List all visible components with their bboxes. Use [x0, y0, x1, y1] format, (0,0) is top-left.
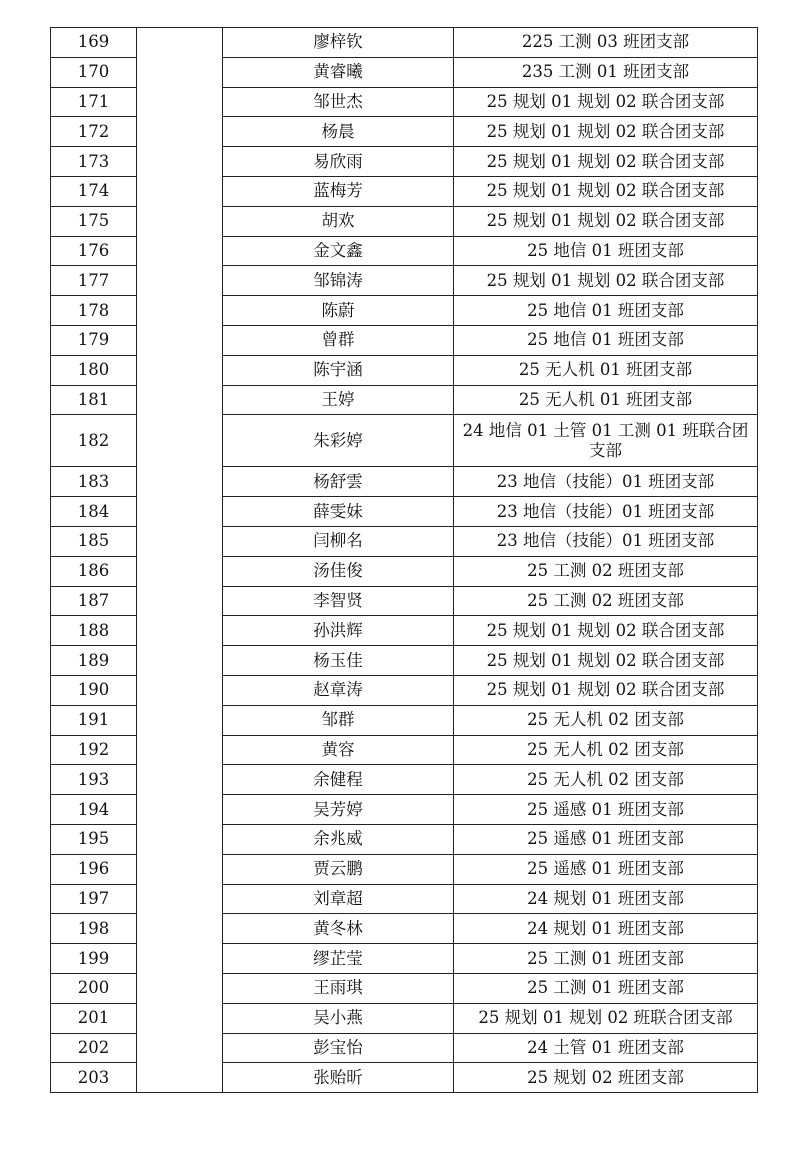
league-branch-cell: 25 无人机 01 班团支部	[454, 385, 758, 415]
member-name-cell: 邹群	[223, 705, 454, 735]
league-branch-cell: 23 地信（技能）01 班团支部	[454, 497, 758, 527]
member-name-cell: 胡欢	[223, 206, 454, 236]
member-name-cell: 曾群	[223, 325, 454, 355]
row-number-cell: 198	[51, 914, 137, 944]
league-branch-cell: 25 规划 01 规划 02 联合团支部	[454, 206, 758, 236]
row-number-cell: 178	[51, 296, 137, 326]
member-name-cell: 黄睿曦	[223, 57, 454, 87]
league-branch-cell: 25 无人机 01 班团支部	[454, 355, 758, 385]
league-branch-cell: 25 规划 01 规划 02 联合团支部	[454, 117, 758, 147]
member-name-cell: 陈蔚	[223, 296, 454, 326]
member-name-cell: 黄容	[223, 735, 454, 765]
row-number-cell: 175	[51, 206, 137, 236]
league-branch-cell: 25 无人机 02 团支部	[454, 765, 758, 795]
member-name-cell: 余兆威	[223, 824, 454, 854]
league-branch-cell: 25 规划 02 班团支部	[454, 1063, 758, 1093]
league-branch-cell: 25 遥感 01 班团支部	[454, 854, 758, 884]
row-number-cell: 185	[51, 526, 137, 556]
member-name-cell: 余健程	[223, 765, 454, 795]
member-name-cell: 缪芷莹	[223, 944, 454, 974]
row-number-cell: 170	[51, 57, 137, 87]
league-branch-cell: 25 规划 01 规划 02 联合团支部	[454, 675, 758, 705]
league-branch-cell: 24 规划 01 班团支部	[454, 914, 758, 944]
row-number-cell: 177	[51, 266, 137, 296]
league-branch-cell: 25 规划 01 规划 02 联合团支部	[454, 646, 758, 676]
member-name-cell: 蓝梅芳	[223, 176, 454, 206]
row-number-cell: 192	[51, 735, 137, 765]
row-number-cell: 199	[51, 944, 137, 974]
row-number-cell: 193	[51, 765, 137, 795]
league-branch-cell: 25 无人机 02 团支部	[454, 735, 758, 765]
row-number-cell: 190	[51, 675, 137, 705]
member-name-cell: 李智贤	[223, 586, 454, 616]
member-name-cell: 赵章涛	[223, 675, 454, 705]
row-number-cell: 203	[51, 1063, 137, 1093]
member-name-cell: 廖梓钦	[223, 28, 454, 58]
league-branch-cell: 23 地信（技能）01 班团支部	[454, 526, 758, 556]
row-number-cell: 194	[51, 795, 137, 825]
row-number-cell: 200	[51, 973, 137, 1003]
row-number-cell: 181	[51, 385, 137, 415]
league-branch-cell: 25 工测 01 班团支部	[454, 944, 758, 974]
member-name-cell: 王雨琪	[223, 973, 454, 1003]
row-number-cell: 176	[51, 236, 137, 266]
row-number-cell: 186	[51, 556, 137, 586]
member-name-cell: 刘章超	[223, 884, 454, 914]
row-number-cell: 173	[51, 147, 137, 177]
league-branch-cell: 25 规划 01 规划 02 联合团支部	[454, 176, 758, 206]
member-name-cell: 贾云鹏	[223, 854, 454, 884]
row-number-cell: 191	[51, 705, 137, 735]
member-name-cell: 孙洪辉	[223, 616, 454, 646]
member-name-cell: 易欣雨	[223, 147, 454, 177]
league-branch-cell: 25 无人机 02 团支部	[454, 705, 758, 735]
league-branch-cell: 25 规划 01 规划 02 联合团支部	[454, 147, 758, 177]
row-number-cell: 169	[51, 28, 137, 58]
member-name-cell: 吴小燕	[223, 1003, 454, 1033]
row-number-cell: 195	[51, 824, 137, 854]
league-branch-cell: 25 地信 01 班团支部	[454, 296, 758, 326]
league-branch-cell: 24 规划 01 班团支部	[454, 884, 758, 914]
league-branch-cell: 25 规划 01 规划 02 联合团支部	[454, 266, 758, 296]
row-number-cell: 184	[51, 497, 137, 527]
league-branch-cell: 24 地信 01 土管 01 工测 01 班联合团支部	[454, 415, 758, 467]
row-number-cell: 189	[51, 646, 137, 676]
row-number-cell: 174	[51, 176, 137, 206]
row-number-cell: 171	[51, 87, 137, 117]
row-number-cell: 179	[51, 325, 137, 355]
league-branch-cell: 25 地信 01 班团支部	[454, 325, 758, 355]
member-name-cell: 邹世杰	[223, 87, 454, 117]
league-branch-cell: 25 工测 01 班团支部	[454, 973, 758, 1003]
league-branch-cell: 25 工测 02 班团支部	[454, 586, 758, 616]
league-branch-cell: 25 遥感 01 班团支部	[454, 824, 758, 854]
league-branch-cell: 25 规划 01 规划 02 联合团支部	[454, 87, 758, 117]
merged-empty-cell	[137, 28, 223, 1093]
member-name-cell: 邹锦涛	[223, 266, 454, 296]
league-branch-cell: 25 遥感 01 班团支部	[454, 795, 758, 825]
row-number-cell: 172	[51, 117, 137, 147]
row-number-cell: 197	[51, 884, 137, 914]
league-branch-cell: 235 工测 01 班团支部	[454, 57, 758, 87]
row-number-cell: 182	[51, 415, 137, 467]
member-name-cell: 杨玉佳	[223, 646, 454, 676]
row-number-cell: 180	[51, 355, 137, 385]
table-row	[51, 28, 758, 58]
member-roster-table	[50, 27, 758, 1093]
member-name-cell: 杨晨	[223, 117, 454, 147]
row-number-cell: 201	[51, 1003, 137, 1033]
member-name-cell: 薛雯妹	[223, 497, 454, 527]
league-branch-cell: 24 土管 01 班团支部	[454, 1033, 758, 1063]
league-branch-cell: 25 规划 01 规划 02 联合团支部	[454, 616, 758, 646]
league-branch-cell: 23 地信（技能）01 班团支部	[454, 467, 758, 497]
row-number-cell: 187	[51, 586, 137, 616]
row-number-cell: 202	[51, 1033, 137, 1063]
member-name-cell: 吴芳婷	[223, 795, 454, 825]
member-name-cell: 彭宝怡	[223, 1033, 454, 1063]
member-name-cell: 金文鑫	[223, 236, 454, 266]
member-name-cell: 张贻昕	[223, 1063, 454, 1093]
member-name-cell: 杨舒雲	[223, 467, 454, 497]
member-name-cell: 汤佳俊	[223, 556, 454, 586]
roster-body	[51, 28, 758, 1093]
member-name-cell: 黄冬林	[223, 914, 454, 944]
league-branch-cell: 25 规划 01 规划 02 班联合团支部	[454, 1003, 758, 1033]
row-number-cell: 196	[51, 854, 137, 884]
league-branch-cell: 225 工测 03 班团支部	[454, 28, 758, 58]
member-name-cell: 陈宇涵	[223, 355, 454, 385]
row-number-cell: 183	[51, 467, 137, 497]
member-name-cell: 朱彩婷	[223, 415, 454, 467]
league-branch-cell: 25 工测 02 班团支部	[454, 556, 758, 586]
member-name-cell: 闫柳名	[223, 526, 454, 556]
member-name-cell: 王婷	[223, 385, 454, 415]
league-branch-cell: 25 地信 01 班团支部	[454, 236, 758, 266]
row-number-cell: 188	[51, 616, 137, 646]
